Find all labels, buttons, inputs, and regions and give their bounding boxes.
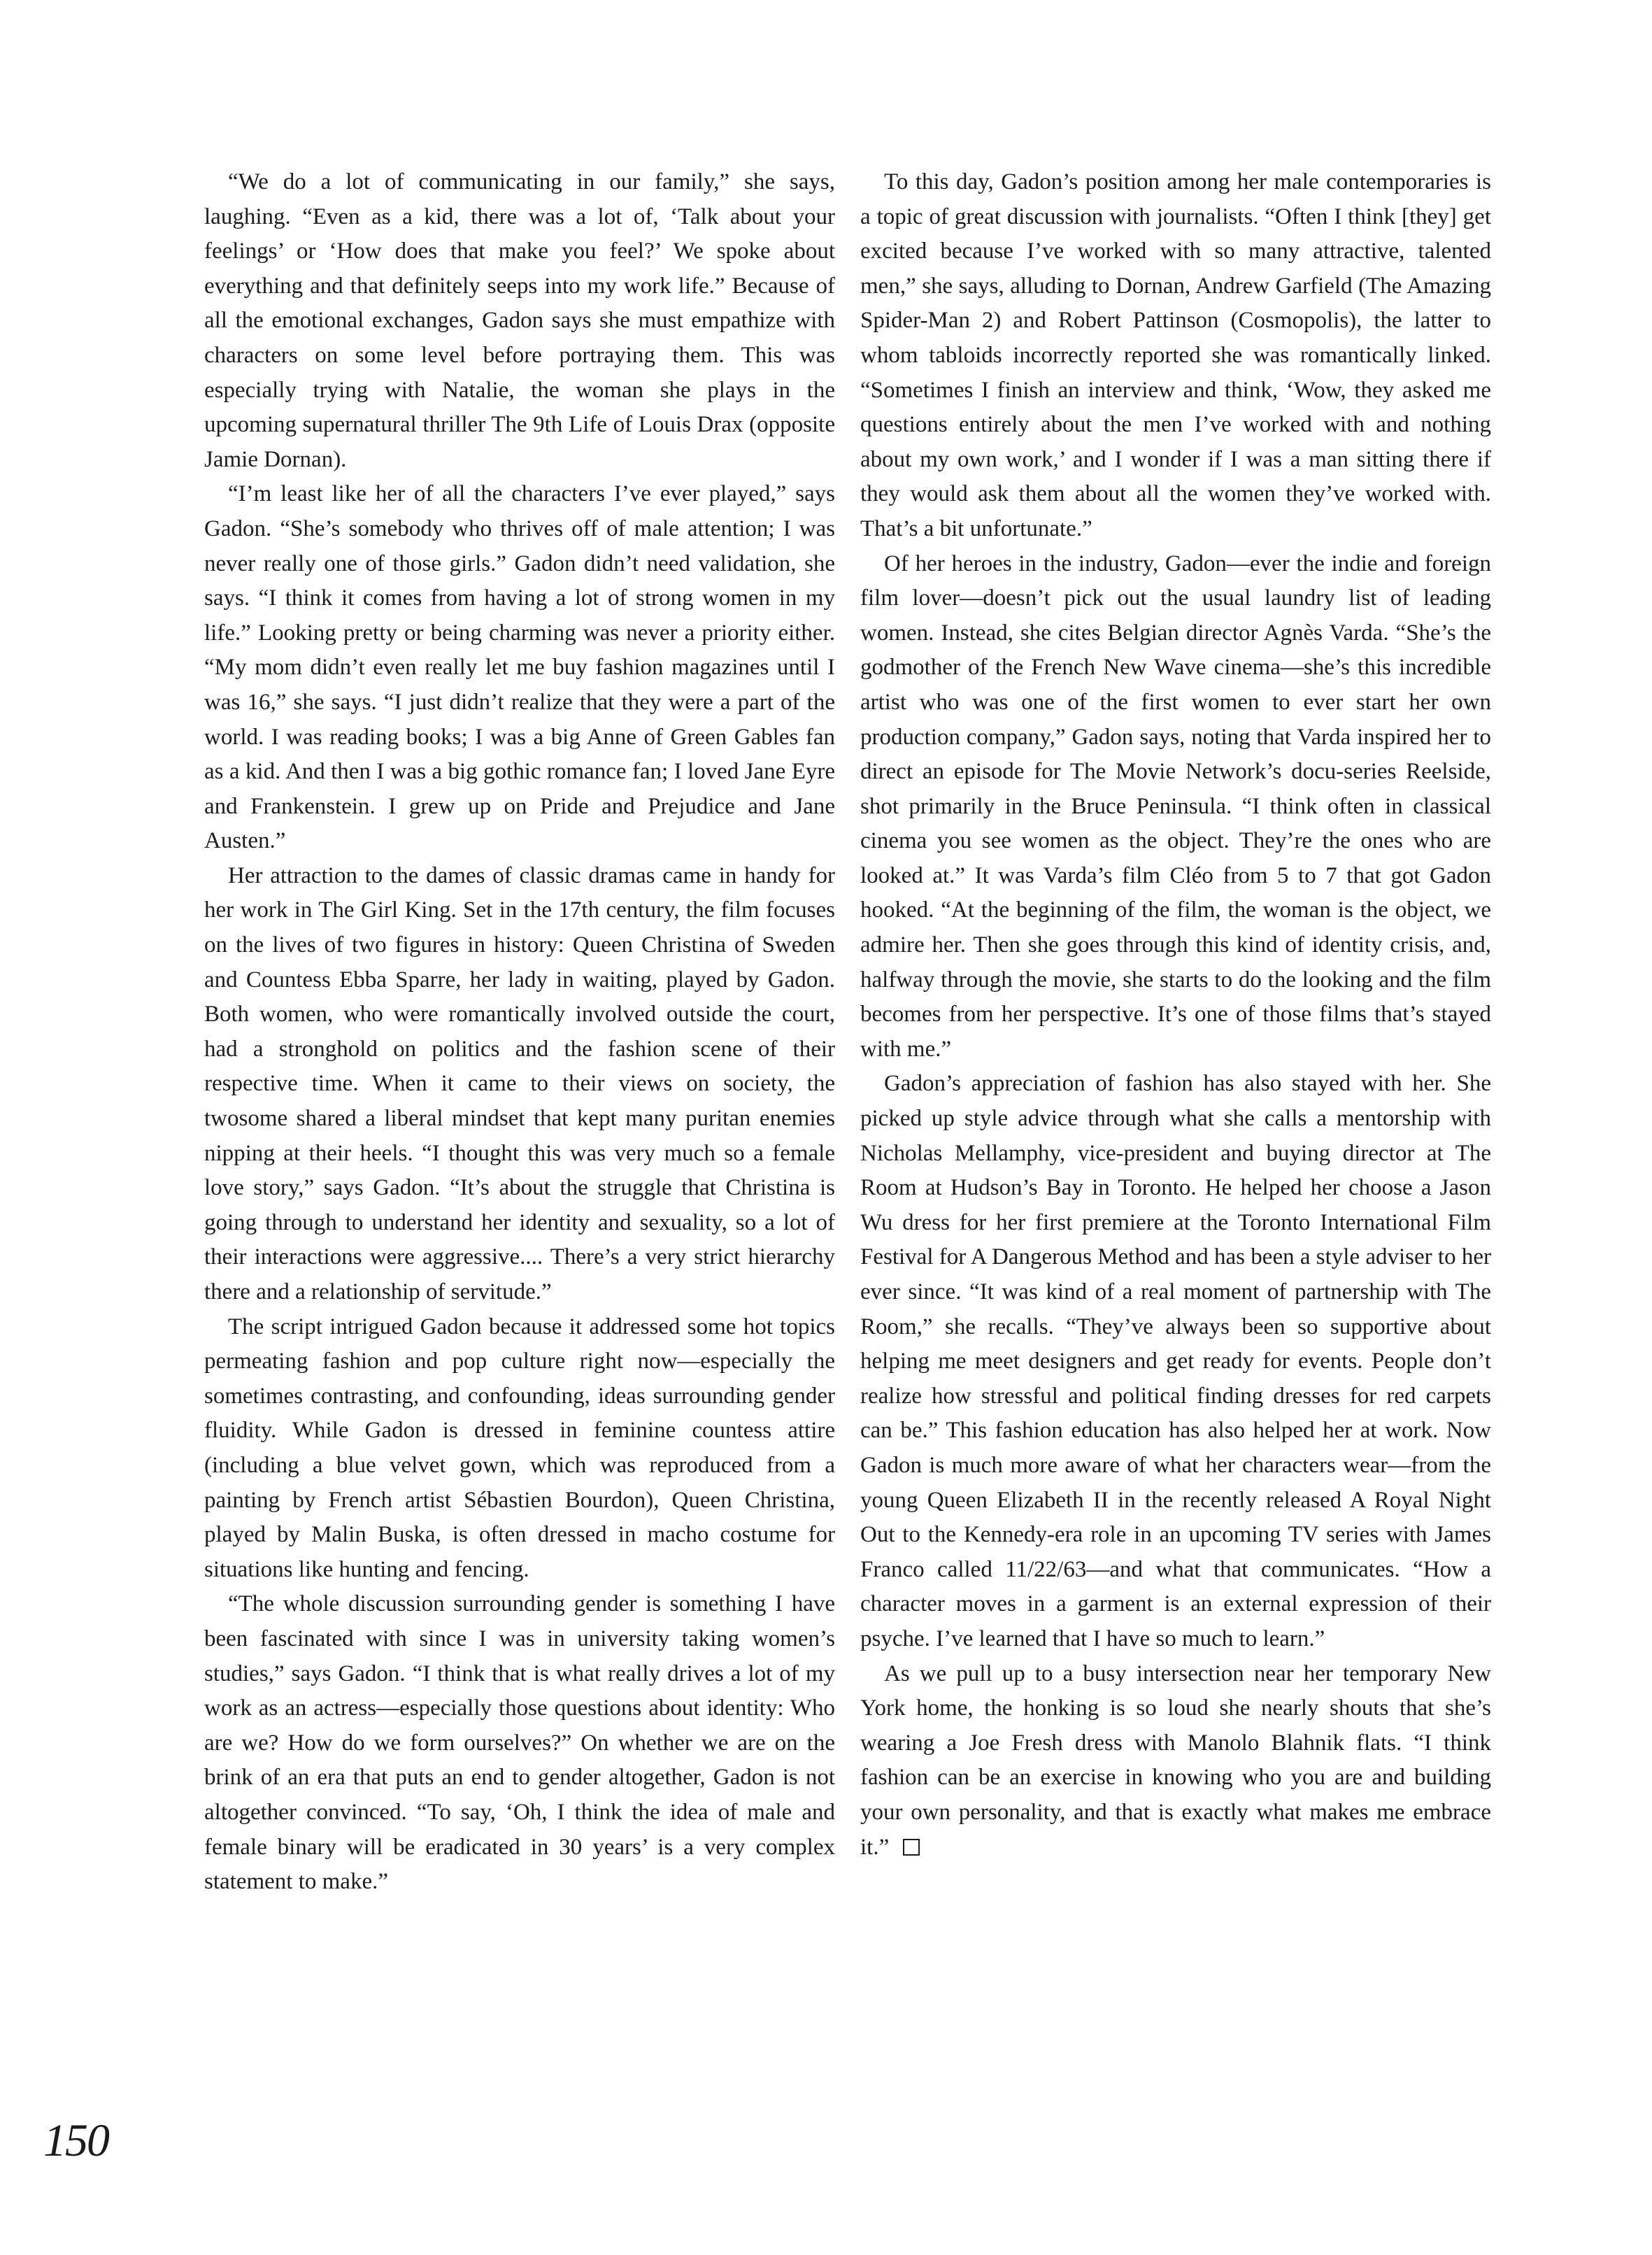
paragraph: The script intrigued Gadon because it addressed some hot topics permeating fashion and pop culture right now—especially the sometimes contrasting, and confounding, ideas surrounding gender fluidity. While Gadon is dressed in feminine countess attire (including a blue velvet gown, which was reproduced from a painting by French artist Sébastien Bourdon), Queen Christina, played by Malin Buska, is often dressed in macho costume for situations like hunting and fencing. <box>204 1314 835 1582</box>
paragraph: “We do a lot of communicating in our family,” she says, laughing. “Even as a kid, there was a lot of, ‘Talk about your feelings’ or ‘How does that make you feel?’ We spoke about everything and that definitely seeps into my work life.” Because of all the emotional exchanges, Gadon says she must empathize with characters on some level before portraying them. This was especially trying with Natalie, the woman she plays in the upcoming supernatural thriller The 9th Life of Louis Drax (opposite Jamie Dornan). <box>204 169 835 472</box>
paragraph: Her attraction to the dames of classic dramas came in handy for her work in The Girl King. Set in the 17th century, the film focuses on the lives of two figures in history: Queen Christina of Sweden and Countess Ebba Sparre, her lady in waiting, played by Gadon. Both women, who were romantically involved outside the court, had a stronghold on politics and the fashion scene of their respective time. When it came to their views on society, the twosome shared a liberal mindset that kept many puritan enemies nipping at their heels. “I thought this was very much so a female love story,” says Gadon. “It’s about the struggle that Christina is going through to understand her identity and sexuality, so a lot of their interactions were aggressive.... There’s a very strict hierarchy there and a relationship of servitude.” <box>204 862 835 1304</box>
paragraph: To this day, Gadon’s position among her male contemporaries is a topic of great discussion with journalists. “Often I think [they] get excited because I’ve worked with so many attractive, talented men,” she says, alluding to Dornan, Andrew Garfield (The Amazing Spider-Man 2) and Robert Pattinson (Cosmopolis), the latter to whom tabloids incorrectly reported she was romantically linked. “Sometimes I finish an interview and think, ‘Wow, they asked me questions entirely about the men I’ve worked with and nothing about my own work,’ and I wonder if I was a man sitting there if they would ask them about all the women they’ve worked with. That’s a bit unfortunate.” <box>860 169 1491 541</box>
left-column <box>204 165 835 1900</box>
end-mark-icon <box>903 1839 920 1856</box>
paragraph: “The whole discussion surrounding gender is something I have been fascinated with since I was in university taking women’s studies,” says Gadon. “I think that is what really drives a lot of my work as an actress—especially those questions about identity: Who are we? How do we form ourselves?” On whether we are on the brink of an era that puts an end to gender altogether, Gadon is not altogether convinced. “To say, ‘Oh, I think the idea of male and female binary will be eradicated in 30 years’ is a very complex statement to make.” <box>204 1591 835 1895</box>
paragraph: Gadon’s appreciation of fashion has also stayed with her. She picked up style advice through what she calls a mentorship with Nicholas Mellamphy, vice-president and buying director at The Room at Hudson’s Bay in Toronto. He helped her choose a Jason Wu dress for her first premiere at the Toronto International Film Festival for A Dangerous Method and has been a style adviser to her ever since. “It was kind of a real moment of partnership with The Room,” she recalls. “They’ve always been so supportive about helping me meet designers and get ready for events. People don’t realize how stressful and political finding dresses for red carpets can be.” This fashion education has also helped her at work. Now Gadon is much more aware of what her characters wear—from the young Queen Elizabeth II in the recently released A Royal Night Out to the Kennedy-era role in an upcoming TV series with James Franco called 11/22/63—and what that communicates. “How a character moves in a garment is an external expression of their psyche. I’ve learned that I have so much to learn.” <box>860 1071 1491 1651</box>
page-number: 150 <box>43 2115 108 2166</box>
paragraph: “I’m least like her of all the characters I’ve ever played,” says Gadon. “She’s somebody who thrives off of male attention; I was never really one of those girls.” Gadon didn’t need validation, she says. “I think it comes from having a lot of strong women in my life.” Looking pretty or being charming was never a priority either. “My mom didn’t even really let me buy fashion magazines until I was 16,” she says. “I just didn’t realize that they were a part of the world. I was reading books; I was a big Anne of Green Gables fan as a kid. And then I was a big gothic romance fan; I loved Jane Eyre and Frankenstein. I grew up on Pride and Prejudice and Jane Austen.” <box>204 481 835 854</box>
paragraph-text: As we pull up to a busy intersection near her temporary New York home, the honking is so loud she nearly shouts that she’s wearing a Joe Fresh dress with Manolo Blahnik flats. “I think fashion can be an exercise in knowing who you are and building your own personality, and that is exactly what makes me embrace it.” <box>860 1660 1491 1860</box>
right-column <box>860 165 1491 1865</box>
paragraph: Of her heroes in the industry, Gadon—ever the indie and foreign film lover—doesn’t pick out the usual laundry list of leading women. Instead, she cites Belgian director Agnès Varda. “She’s the godmother of the French New Wave cinema—she’s this incredible artist who was one of the first women to ever start her own production company,” Gadon says, noting that Varda inspired her to direct an episode for The Movie Network’s docu-series Reelside, shot primarily in the Bruce Peninsula. “I think often in classical cinema you see women as the object. They’re the ones who are looked at.” It was Varda’s film Cléo from 5 to 7 that got Gadon hooked. “At the beginning of the film, the woman is the object, we admire her. Then she goes through this kind of identity crisis, and, halfway through the movie, she starts to do the looking and the film becomes from her perspective. It’s one of those films that’s stayed with me.” <box>860 550 1491 1062</box>
last-paragraph <box>860 1657 1491 1865</box>
